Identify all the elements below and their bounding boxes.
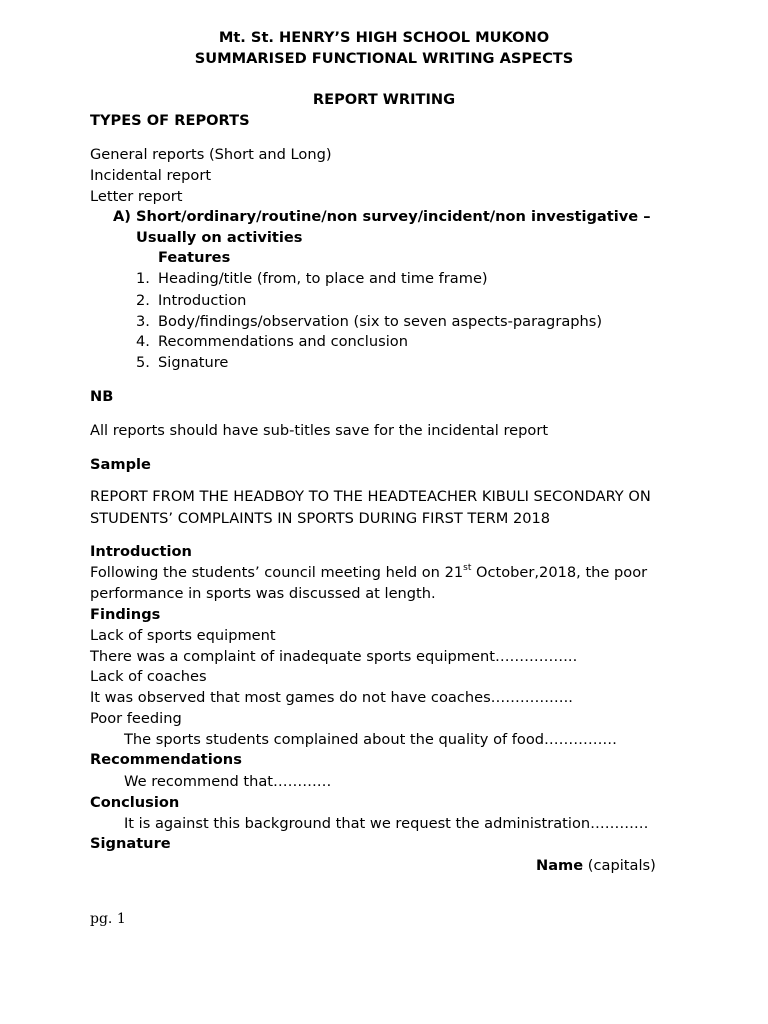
feature-number: 3. bbox=[136, 313, 150, 330]
finding-line: There was a complaint of inadequate sports equipment…………….. bbox=[90, 648, 578, 665]
section-a-heading: A) Short/ordinary/routine/non survey/incident/non investigative – bbox=[113, 208, 651, 225]
conclusion-text: It is against this background that we request the administration………… bbox=[124, 815, 649, 832]
section-a-heading-cont: Usually on activities bbox=[136, 229, 303, 246]
feature-text: Signature bbox=[158, 354, 229, 371]
name-note: (capitals) bbox=[583, 857, 656, 874]
conclusion-heading: Conclusion bbox=[90, 794, 180, 811]
finding-line: It was observed that most games do not have coaches…………….. bbox=[90, 689, 573, 706]
introduction-heading: Introduction bbox=[90, 543, 192, 560]
feature-text: Body/findings/observation (six to seven aspects-paragraphs) bbox=[158, 313, 603, 330]
ordinal-suffix: st bbox=[463, 563, 472, 574]
feature-number: 4. bbox=[136, 333, 150, 350]
types-item: Incidental report bbox=[90, 167, 212, 184]
signature-heading: Signature bbox=[90, 835, 171, 852]
page-number: pg. 1 bbox=[90, 911, 126, 927]
feature-number: 1. bbox=[136, 270, 150, 287]
finding-line: Lack of sports equipment bbox=[90, 627, 276, 644]
recommendations-heading: Recommendations bbox=[90, 751, 242, 768]
document-subtitle: SUMMARISED FUNCTIONAL WRITING ASPECTS bbox=[194, 50, 574, 67]
feature-number: 5. bbox=[136, 354, 150, 371]
sample-title-cont: STUDENTS’ COMPLAINTS IN SPORTS DURING FIRST TERM 2018 bbox=[90, 510, 551, 527]
nb-text: All reports should have sub-titles save for the incidental report bbox=[90, 422, 549, 439]
introduction-text: Following the students’ council meeting held on 21st October,2018, the poor bbox=[90, 563, 648, 581]
name-line bbox=[536, 856, 656, 877]
introduction-text-cont: performance in sports was discussed at length. bbox=[90, 585, 436, 602]
finding-line: Lack of coaches bbox=[90, 668, 207, 685]
feature-number: 2. bbox=[136, 292, 150, 309]
features-heading: Features bbox=[158, 249, 231, 266]
findings-heading: Findings bbox=[90, 606, 161, 623]
types-item: Letter report bbox=[90, 188, 183, 205]
name-label: Name bbox=[536, 857, 584, 874]
feature-text: Introduction bbox=[158, 292, 247, 309]
sample-heading: Sample bbox=[90, 456, 151, 473]
recommendations-text: We recommend that………… bbox=[124, 773, 332, 790]
sample-title: REPORT FROM THE HEADBOY TO THE HEADTEACHER KIBULI SECONDARY ON bbox=[90, 488, 651, 505]
school-name: Mt. St. HENRY’S HIGH SCHOOL MUKONO bbox=[218, 29, 550, 46]
types-item: General reports (Short and Long) bbox=[90, 146, 332, 163]
topic-heading: REPORT WRITING bbox=[312, 91, 456, 108]
finding-line: The sports students complained about the quality of food…………… bbox=[124, 731, 618, 748]
types-heading: TYPES OF REPORTS bbox=[90, 112, 250, 129]
feature-text: Recommendations and conclusion bbox=[158, 333, 408, 350]
feature-text: Heading/title (from, to place and time frame) bbox=[158, 270, 488, 287]
nb-heading: NB bbox=[90, 388, 114, 405]
finding-line: Poor feeding bbox=[90, 710, 182, 727]
